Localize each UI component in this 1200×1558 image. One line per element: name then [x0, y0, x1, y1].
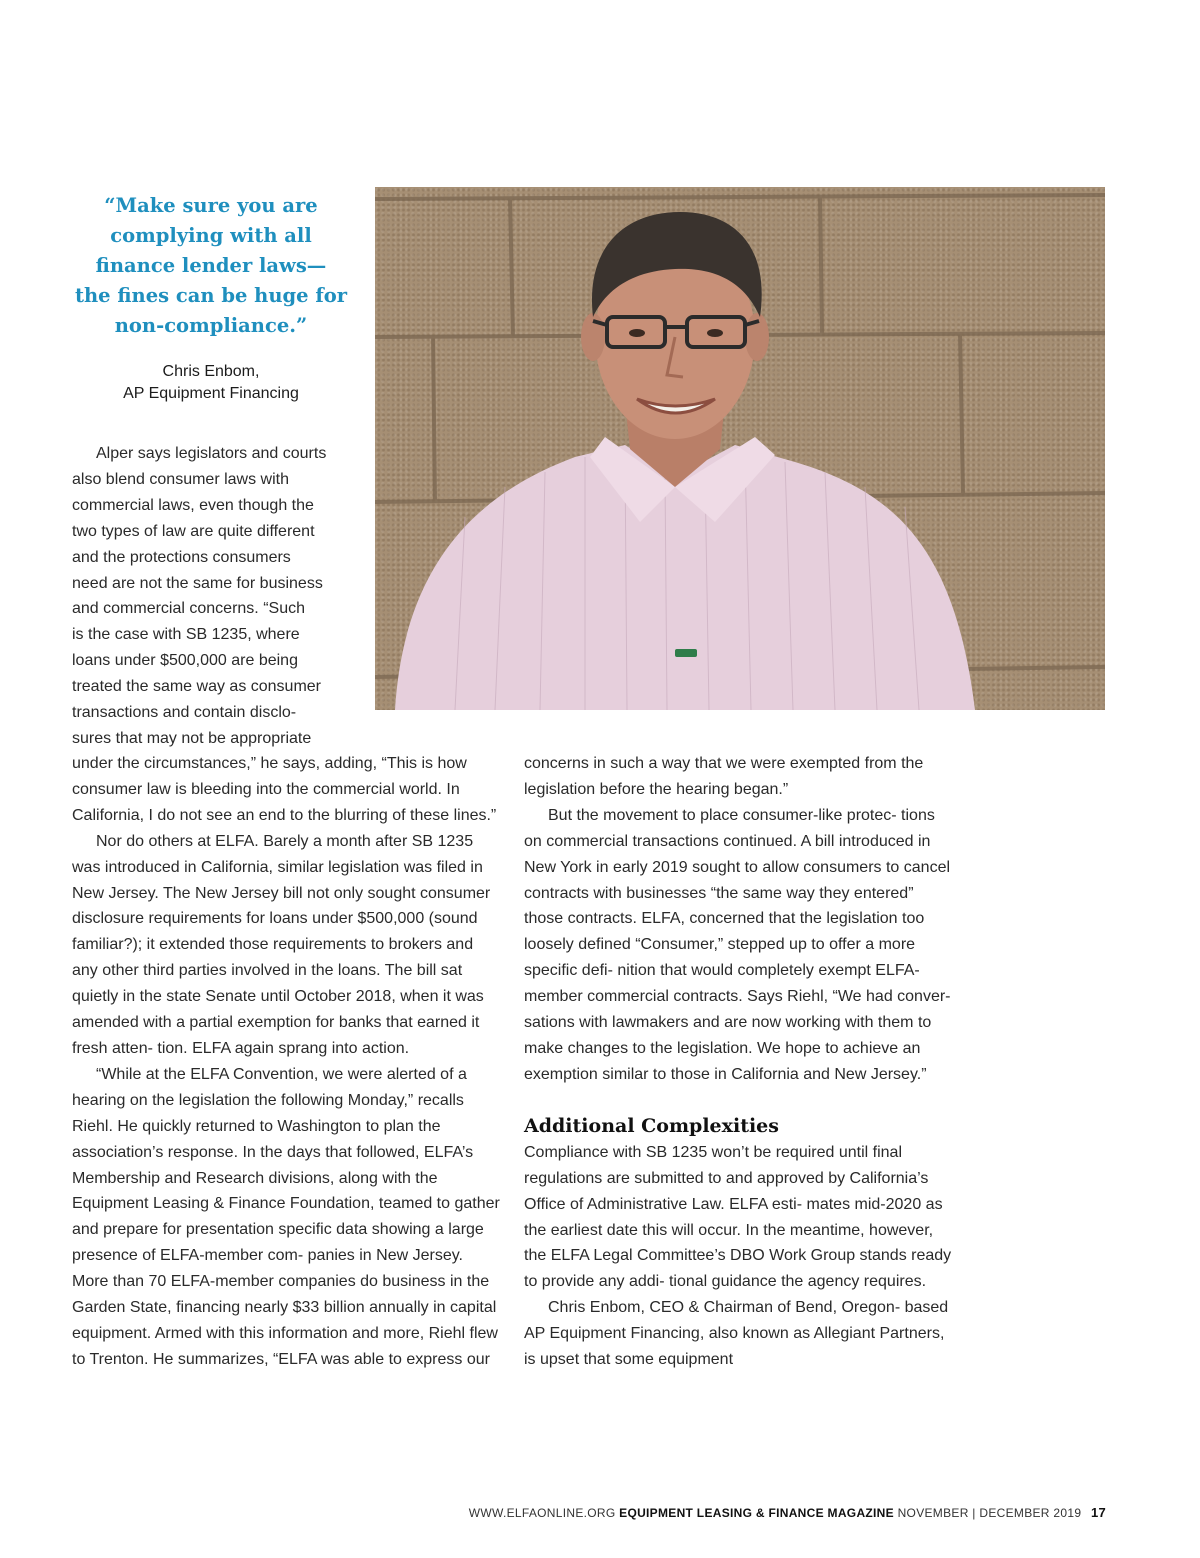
ear-left — [581, 313, 605, 361]
attribution-company: AP Equipment Financing — [123, 385, 299, 402]
shirt-logo-icon — [675, 649, 697, 657]
article-column-left-top — [72, 441, 354, 752]
eye-left — [629, 329, 645, 337]
pull-quote — [72, 191, 350, 405]
pull-quote-line: “Make sure you are — [104, 194, 318, 217]
article-paragraph: But the movement to place consumer-like protec- tions on commercial transactions continued. A bill introduced in New York in early 2019 sought to allow consumers to cancel contracts with businesses “the same way they entered” those contracts. ELFA, concerned that the legislation too loosely defined “Consumer,” stepped up to offer a more specific defi- nition that would completely exempt ELFA-member commercial contracts. Says Riehl, “We had conver- sations with lawmakers and are now working with them to make changes to the legislation. We hope to achieve an exemption similar to those in California and New Jersey.” — [524, 806, 951, 1083]
footer-issue: NOVEMBER | DECEMBER 2019 — [897, 1506, 1082, 1520]
portrait-photo — [375, 187, 1105, 710]
footer-magazine-title: EQUIPMENT LEASING & FINANCE MAGAZINE — [619, 1506, 894, 1520]
article-column-right — [524, 751, 954, 1373]
article-paragraph: Compliance with SB 1235 won’t be required until final regulations are submitted to and approved by California’s Office of Administrative Law. ELFA esti- mates mid-2020 as the earliest date this will occur. In the meantime, however, the ELFA Legal Committee’s DBO Work Group stands ready to provide any addi- tional guidance the agency requires. — [524, 1143, 952, 1291]
article-paragraph: Chris Enbom, CEO & Chairman of Bend, Oregon- based AP Equipment Financing, also known as Allegiant Partners, is upset that some equipment — [524, 1299, 949, 1369]
page-footer — [469, 1505, 1106, 1520]
portrait-illustration — [375, 187, 1105, 710]
pull-quote-line: finance lender laws— — [95, 254, 327, 277]
article-paragraph: Alper says legislators and courts also blend consumer laws with commercial laws, even though the two types of law are quite different and the protections consumers need are not the same for business and commercial concerns. “Such is the case with SB 1235, where loans under $500,000 are being treated the same way as consumer transactions and contain disclo- sures that may not be appropriate — [72, 445, 327, 747]
eye-right — [707, 329, 723, 337]
pull-quote-line: non-compliance.” — [114, 314, 308, 337]
article-paragraph: “While at the ELFA Convention, we were alerted of a hearing on the legislation the following Monday,” recalls Riehl. He quickly returned to Washington to plan the association’s response. In the days that followed, ELFA’s Membership and Research divisions, along with the Equipment Leasing & Finance Foundation, teamed to gather and prepare for presentation specific data showing a large presence of ELFA-member com- panies in New Jersey. More than 70 ELFA-member companies do business in the Garden State, financing nearly $33 billion annually in capital equipment. Armed with this information and more, Riehl flew to Trenton. He summarizes, “ELFA was able to express our — [72, 1065, 500, 1368]
pull-quote-line: complying with all — [110, 224, 312, 247]
article-paragraph: Nor do others at ELFA. Barely a month after SB 1235 was introduced in California, similar legislation was filed in New Jersey. The New Jersey bill not only sought consumer disclosure requirements for loans under $500,000 (sound familiar?); it extended those requirements to brokers and any other third parties involved in the loans. The bill sat quietly in the state Senate until October 2018, when it was amended with a partial exemption for banks that earned it fresh atten- tion. ELFA again sprang into action. — [72, 832, 491, 1057]
footer-url[interactable]: WWW.ELFAONLINE.ORG — [468, 1506, 616, 1520]
section-heading: Additional Complexities — [524, 1114, 779, 1137]
pull-quote-line: the fines can be huge for — [74, 284, 348, 307]
article-column-left — [72, 751, 500, 1373]
pull-quote-text — [72, 191, 350, 341]
article-paragraph: under the circumstances,” he says, adding, “This is how consumer law is bleeding into the commercial world. In California, I do not see an end to the blurring of these lines.” — [72, 755, 497, 824]
attribution-name: Chris Enbom, — [162, 363, 260, 380]
pull-quote-attribution — [72, 361, 350, 405]
page-number: 17 — [1090, 1505, 1106, 1520]
article-paragraph: concerns in such a way that we were exempted from the legislation before the hearing began.” — [524, 755, 924, 798]
